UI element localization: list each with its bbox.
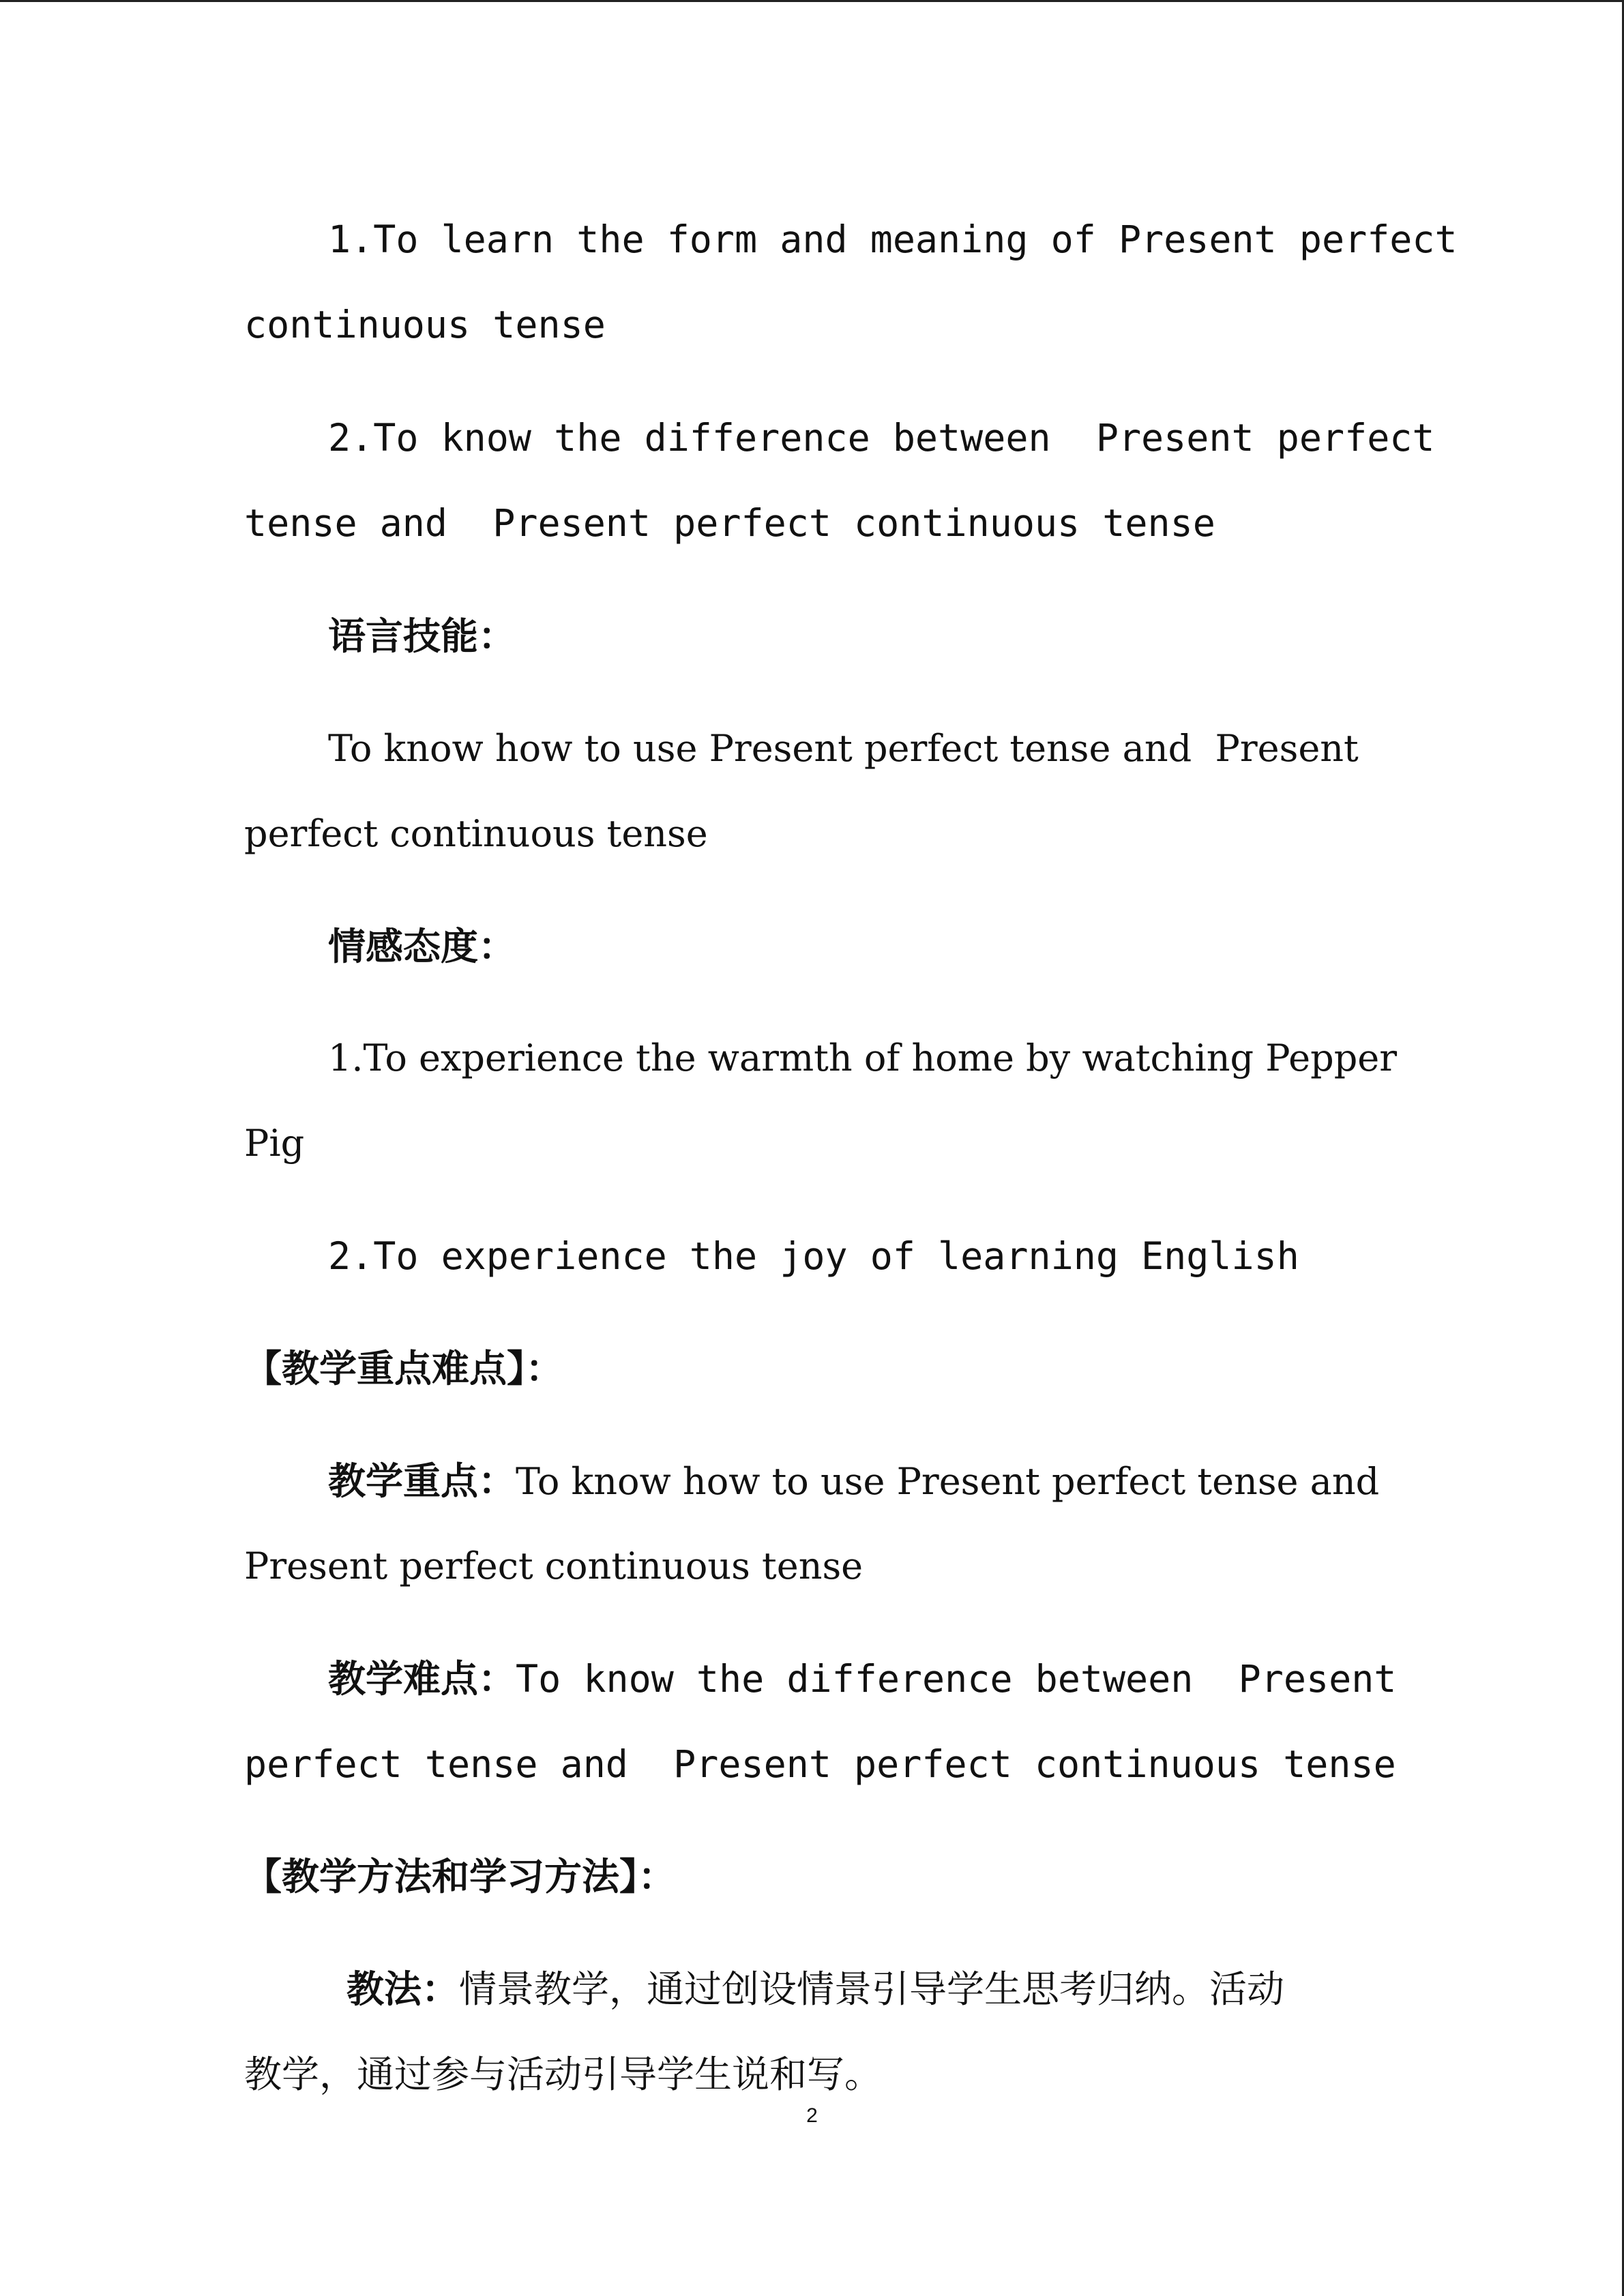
key-point-line-cont: Present perfect continuous tense xyxy=(244,1545,863,1587)
key-point-line xyxy=(328,1457,1379,1506)
key-point-text: To know how to use Present perfect tense and xyxy=(516,1460,1380,1503)
emotion-line-1: 1.To experience the warmth of home by watching Pepper xyxy=(328,1037,1398,1079)
heading-teaching-methods: 【教学方法和学习方法】： xyxy=(244,1855,676,1898)
objective-line-2: 2.To know the difference between Present perfect xyxy=(328,416,1435,460)
difficult-point-text: To know the difference between Present xyxy=(516,1657,1397,1701)
key-point-label: 教学重点： xyxy=(328,1459,516,1503)
difficult-point-line xyxy=(328,1655,1396,1703)
emotion-line-1-cont: Pig xyxy=(244,1122,305,1165)
page-border-top xyxy=(0,0,1624,2)
teaching-method-text: 情景教学，通过创设情景引导学生思考归纳。活动 xyxy=(459,1967,1285,2011)
page-number: 2 xyxy=(806,2104,818,2127)
language-skills-line-cont: perfect continuous tense xyxy=(244,812,708,855)
heading-language-skills: 语言技能： xyxy=(328,614,516,658)
objective-line-1: 1.To learn the form and meaning of Present perfect xyxy=(328,218,1458,261)
teaching-method-label: 教法： xyxy=(346,1967,460,2011)
heading-emotional-attitude: 情感态度： xyxy=(328,925,516,968)
difficult-point-label: 教学难点： xyxy=(328,1657,516,1701)
objective-line-1-cont: continuous tense xyxy=(244,303,606,346)
heading-key-difficult-points: 【教学重点难点】： xyxy=(244,1347,563,1390)
teaching-method-line-cont: 教学，通过参与活动引导学生说和写。 xyxy=(244,2053,883,2096)
teaching-method-line xyxy=(346,1965,1284,2013)
objective-line-2-cont: tense and Present perfect continuous tense xyxy=(244,501,1215,545)
emotion-line-2: 2.To experience the joy of learning English xyxy=(328,1234,1299,1278)
language-skills-line: To know how to use Present perfect tense and Present xyxy=(328,727,1359,770)
difficult-point-line-cont: perfect tense and Present perfect continuous tense xyxy=(244,1742,1396,1786)
